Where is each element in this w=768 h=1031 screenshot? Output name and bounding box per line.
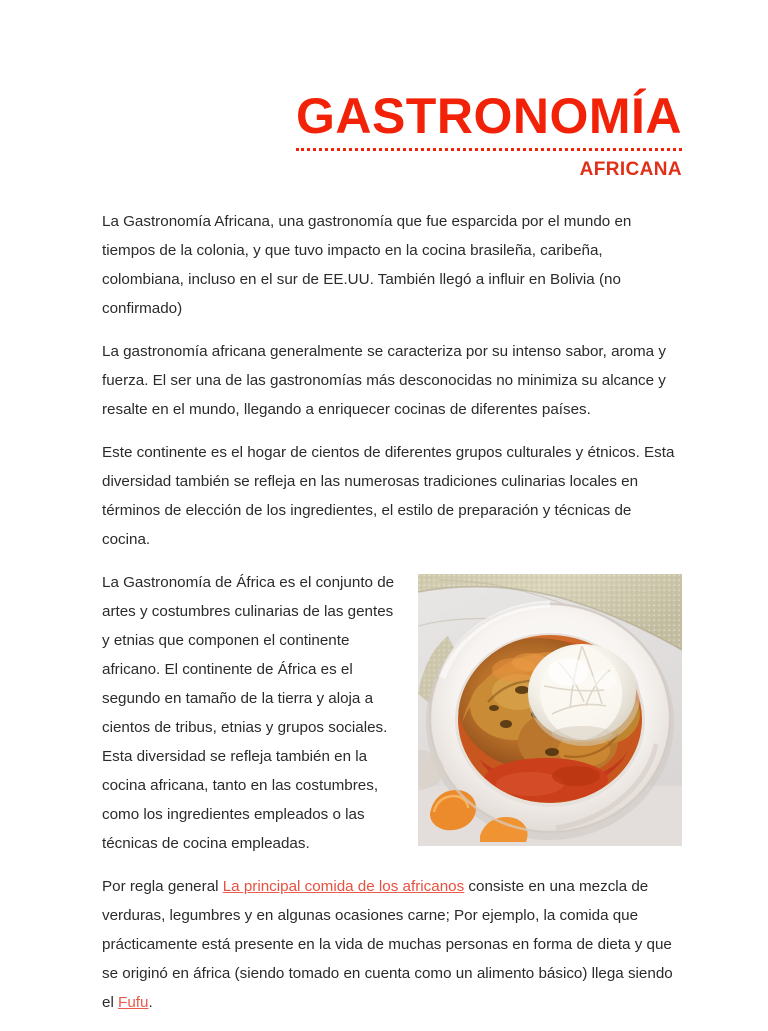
food-photo-image xyxy=(418,574,682,846)
paragraph-5-text-middle: consiste en una mezcla de verduras, legumbres y en algunas ocasiones carne; Por ejemplo, la comida que prácticamente está presente en la vida de muchas personas en forma de dieta y que se originó en áfrica (siendo tomado en cuenta como un alimento básico) llega siendo el xyxy=(102,878,673,1011)
page-subtitle: AFRICANA xyxy=(579,159,682,180)
paragraph-5-text-before: Por regla general xyxy=(102,878,223,895)
paragraph-4: La Gastronomía de África es el conjunto de artes y costumbres culinarias de las gentes y etnias que componen el continente africano. El continente de África es el segundo en tamaño de la tierra y aloja a cientos de tribus, etnias y grupos sociales. Esta diversidad se refleja también en la cocina africana, tanto en las costumbres, como los ingredientes empleados o las técnicas de cocina empleadas. xyxy=(102,574,395,852)
link-principal-comida[interactable]: La principal comida de los africanos xyxy=(222,878,465,895)
page-title-text xyxy=(296,88,682,151)
food-photo-svg xyxy=(418,574,682,846)
paragraph-3: Este continente es el hogar de cientos de diferentes grupos culturales y étnicos. Esta diversidad también se refleja en las numerosas tradiciones culinarias locales en términos de elección de los ingredientes, el estilo de preparación y técnicas de cocina. xyxy=(102,444,675,548)
link-fufu[interactable]: Fufu xyxy=(118,994,149,1011)
paragraph-1: La Gastronomía Africana, una gastronomía que fue esparcida por el mundo en tiempos de la colonia, y que tuvo impacto en la cocina brasileña, caribeña, colombiana, incluso en el sur de EE.UU. También llegó a influir en Bolivia (no confirmado) xyxy=(102,213,632,317)
page-title-label: GASTRONOMÍA xyxy=(295,88,682,144)
title-block xyxy=(102,88,682,181)
document-content xyxy=(102,88,682,1031)
paragraph-5 xyxy=(102,872,682,1017)
paragraph-2: La gastronomía africana generalmente se caracteriza por su intenso sabor, aroma y fuerza. El ser una de las gastronomías más desconocidas no minimiza su alcance y resalte en el mundo, llegando a enriquecer cocinas de diferentes países. xyxy=(102,343,666,418)
paragraph-5-text-after: . xyxy=(148,994,153,1011)
food-photo xyxy=(418,574,682,846)
paragraph-4-with-image xyxy=(102,568,682,872)
page-title xyxy=(102,88,682,151)
